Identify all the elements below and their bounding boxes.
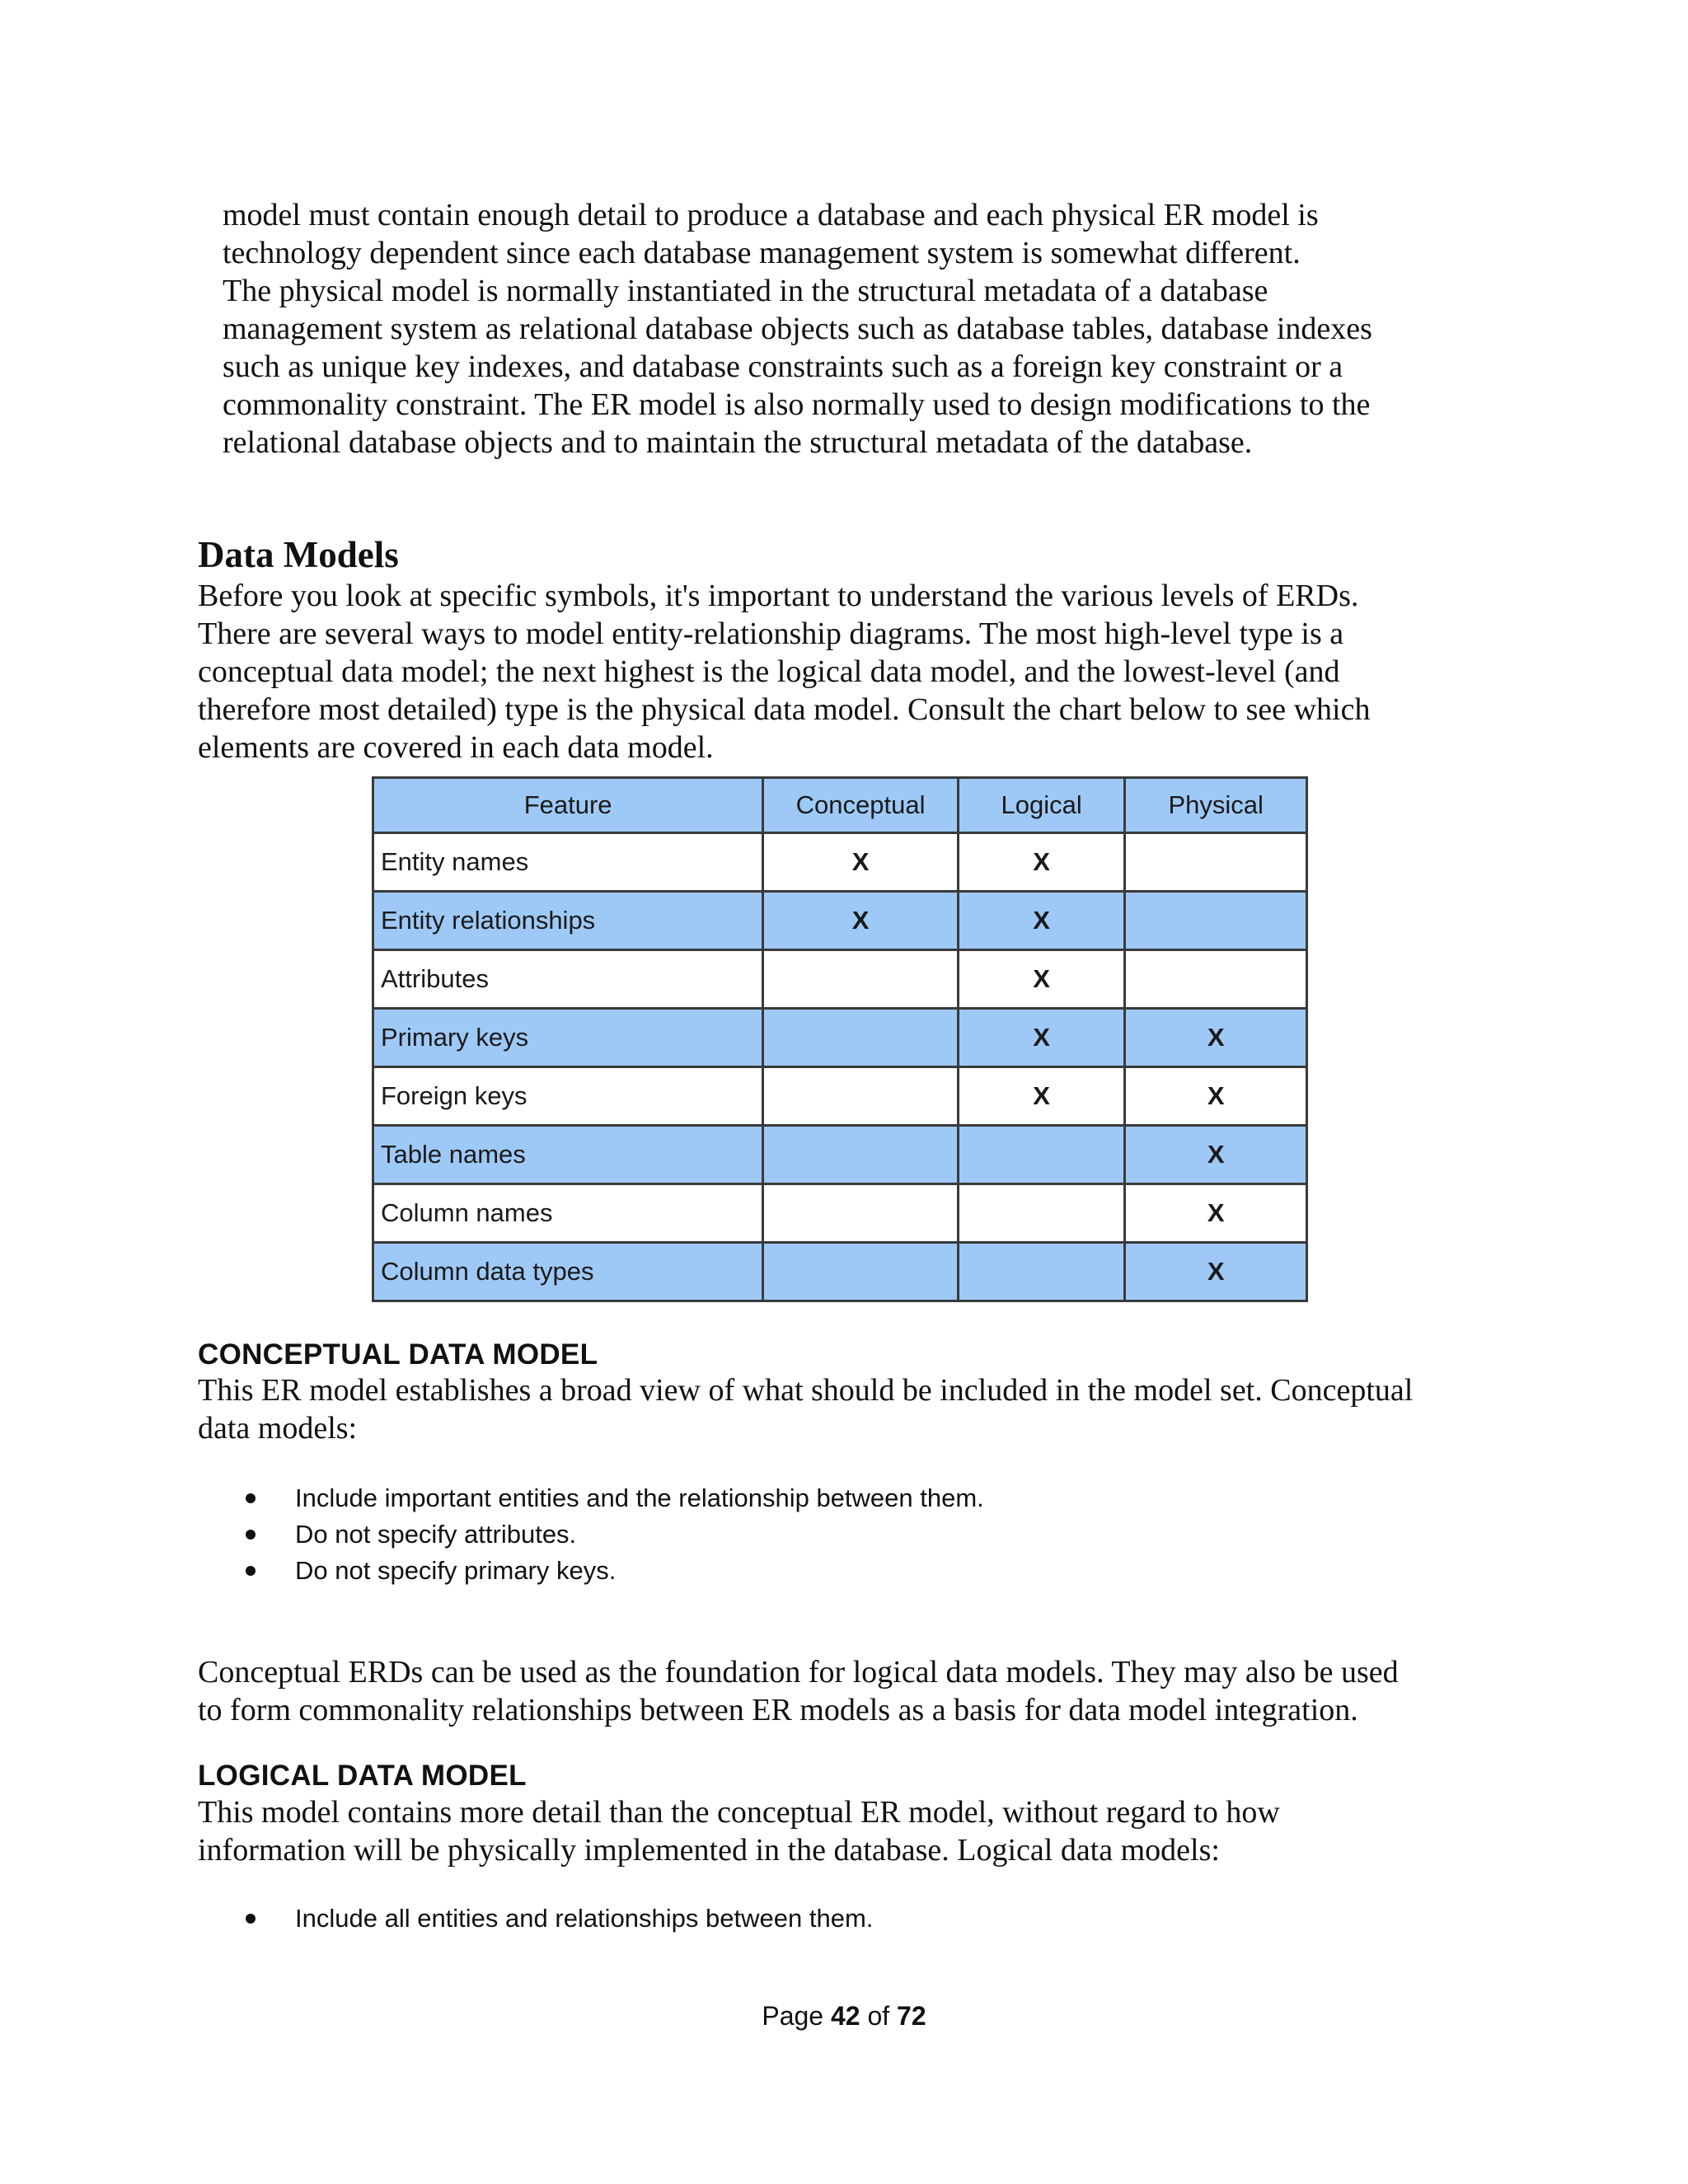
physical-cell: X bbox=[1125, 1009, 1307, 1067]
table-row bbox=[373, 950, 1307, 1009]
text-line: such as unique key indexes, and database constraints such as a foreign key constraint or a bbox=[223, 349, 1343, 384]
conceptual-cell bbox=[763, 950, 959, 1009]
feature-cell: Primary keys bbox=[373, 1009, 763, 1067]
header-physical: Physical bbox=[1125, 778, 1307, 833]
physical-cell: X bbox=[1125, 1184, 1307, 1243]
text-line: therefore most detailed) type is the physical data model. Consult the chart below to see which bbox=[198, 692, 1371, 727]
text-line: commonality constraint. The ER model is also normally used to design modifications to the bbox=[223, 387, 1371, 422]
logical-cell bbox=[958, 1184, 1125, 1243]
conceptual-bullet-list bbox=[239, 1480, 984, 1589]
text-line: conceptual data model; the next highest is the logical data model, and the lowest-level (and bbox=[198, 654, 1340, 689]
conceptual-heading: CONCEPTUAL DATA MODEL bbox=[198, 1338, 598, 1371]
text-line: technology dependent since each database management system is somewhat different. bbox=[223, 236, 1301, 270]
conceptual-cell bbox=[763, 1243, 959, 1301]
bullet-icon bbox=[246, 1566, 256, 1576]
list-item-text: Do not specify attributes. bbox=[295, 1520, 577, 1549]
text-line: The physical model is normally instantiated in the structural metadata of a database bbox=[223, 274, 1268, 308]
table-row bbox=[373, 1126, 1307, 1184]
text-line: There are several ways to model entity-relationship diagrams. The most high-level type is a bbox=[198, 616, 1344, 651]
text-line: information will be physically implemented in the database. Logical data models: bbox=[198, 1833, 1220, 1868]
data-model-comparison-table bbox=[372, 776, 1308, 1302]
physical-cell bbox=[1125, 892, 1307, 950]
conceptual-cell: X bbox=[763, 892, 959, 950]
intro-paragraph bbox=[223, 196, 1508, 462]
physical-cell: X bbox=[1125, 1126, 1307, 1184]
list-item-text: Do not specify primary keys. bbox=[295, 1556, 617, 1585]
conceptual-cell bbox=[763, 1009, 959, 1067]
text-line: This model contains more detail than the conceptual ER model, without regard to how bbox=[198, 1795, 1280, 1830]
text-line: Conceptual ERDs can be used as the foundation for logical data models. They may also be used bbox=[198, 1655, 1399, 1690]
text-line: data models: bbox=[198, 1411, 358, 1446]
current-page: 42 bbox=[830, 2001, 860, 2031]
list-item bbox=[239, 1516, 984, 1553]
table-row bbox=[373, 1067, 1307, 1126]
feature-cell: Entity names bbox=[373, 833, 763, 892]
logical-cell: X bbox=[958, 1067, 1125, 1126]
conceptual-cell: X bbox=[763, 833, 959, 892]
logical-cell: X bbox=[958, 950, 1125, 1009]
feature-cell: Foreign keys bbox=[373, 1067, 763, 1126]
table-row bbox=[373, 1243, 1307, 1301]
list-item bbox=[239, 1480, 984, 1516]
feature-cell: Column names bbox=[373, 1184, 763, 1243]
table-header-row bbox=[373, 778, 1307, 833]
feature-cell: Column data types bbox=[373, 1243, 763, 1301]
bullet-icon bbox=[246, 1493, 256, 1503]
text-line: model must contain enough detail to produce a database and each physical ER model is bbox=[223, 198, 1319, 232]
text-line: management system as relational database objects such as database tables, database indexes bbox=[223, 312, 1372, 346]
conceptual-cell bbox=[763, 1067, 959, 1126]
page-number bbox=[0, 2001, 1688, 2032]
text-line: Before you look at specific symbols, it's important to understand the various levels of ERDs. bbox=[198, 579, 1359, 613]
header-logical: Logical bbox=[958, 778, 1125, 833]
physical-cell bbox=[1125, 833, 1307, 892]
total-pages: 72 bbox=[897, 2001, 926, 2031]
table-row bbox=[373, 892, 1307, 950]
data-models-heading: Data Models bbox=[198, 534, 399, 575]
logical-paragraph bbox=[198, 1793, 1508, 1869]
feature-cell: Entity relationships bbox=[373, 892, 763, 950]
logical-cell bbox=[958, 1126, 1125, 1184]
table-row bbox=[373, 1184, 1307, 1243]
bullet-icon bbox=[246, 1530, 256, 1540]
table-row bbox=[373, 1009, 1307, 1067]
page-label: Page bbox=[762, 2001, 824, 2031]
table-row bbox=[373, 833, 1307, 892]
text-line: This ER model establishes a broad view of what should be included in the model set. Conceptual bbox=[198, 1373, 1414, 1408]
header-feature: Feature bbox=[373, 778, 763, 833]
text-line: to form commonality relationships between ER models as a basis for data model integration. bbox=[198, 1693, 1358, 1727]
conceptual-cell bbox=[763, 1184, 959, 1243]
conceptual-paragraph bbox=[198, 1371, 1508, 1447]
feature-cell: Attributes bbox=[373, 950, 763, 1009]
list-item bbox=[239, 1553, 984, 1589]
logical-cell: X bbox=[958, 1009, 1125, 1067]
list-item-text: Include all entities and relationships between them. bbox=[295, 1904, 874, 1933]
list-item-text: Include important entities and the relationship between them. bbox=[295, 1483, 984, 1512]
logical-bullet-list bbox=[239, 1900, 873, 1937]
bullet-icon bbox=[246, 1914, 256, 1924]
text-line: relational database objects and to maintain the structural metadata of the database. bbox=[223, 425, 1253, 460]
page-of-label: of bbox=[867, 2001, 890, 2031]
physical-cell: X bbox=[1125, 1243, 1307, 1301]
physical-cell bbox=[1125, 950, 1307, 1009]
data-models-paragraph bbox=[198, 577, 1484, 766]
physical-cell: X bbox=[1125, 1067, 1307, 1126]
text-line: elements are covered in each data model. bbox=[198, 730, 714, 765]
list-item bbox=[239, 1900, 873, 1937]
header-conceptual: Conceptual bbox=[763, 778, 959, 833]
logical-cell: X bbox=[958, 892, 1125, 950]
feature-cell: Table names bbox=[373, 1126, 763, 1184]
conceptual-paragraph-2 bbox=[198, 1653, 1508, 1729]
logical-heading: LOGICAL DATA MODEL bbox=[198, 1760, 527, 1792]
conceptual-cell bbox=[763, 1126, 959, 1184]
logical-cell: X bbox=[958, 833, 1125, 892]
logical-cell bbox=[958, 1243, 1125, 1301]
